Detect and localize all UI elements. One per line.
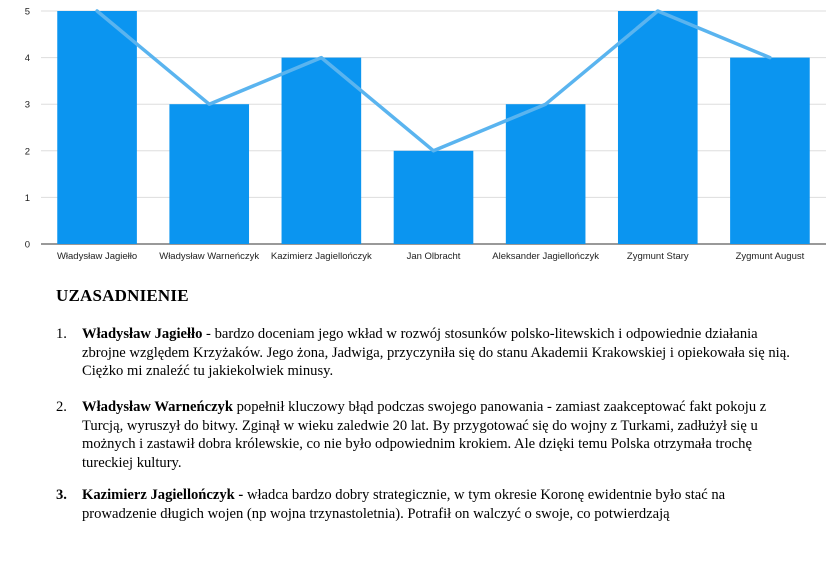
x-tick-label: Władysław Jagiełło (56, 251, 138, 262)
item-body (82, 398, 796, 472)
list-item (56, 398, 796, 472)
bar (169, 104, 249, 244)
x-tick-label: Jan Olbracht (406, 251, 461, 262)
y-tick-label: 5 (24, 6, 30, 18)
item-text: popełnił kluczowy błąd podczas swojego panowania - zamiast zaakceptować fakt pokoju z Turcją, wyruszył do bitwy. Zginął w wieku zaledwie 20 lat. By przygotować się do wojny z Turkami, zadłużył się u możnych i zastawił dobra królewskie, co nie było odpowiednim krokiem. Ale dzięki temu Polska otrzymała trochę tureckiej kultury. (82, 399, 767, 471)
ruler-name: Władysław Warneńczyk (82, 399, 233, 415)
bar (730, 58, 810, 244)
ruler-name: Kazimierz Jagiellończyk - (82, 487, 244, 503)
chart-canvas (0, 0, 828, 275)
x-tick-label: Władysław Warneńczyk (159, 251, 260, 262)
chart (0, 0, 828, 275)
item-number: 1. (56, 326, 67, 342)
item-number: 2. (56, 399, 67, 415)
ruler-name: Władysław Jagiełło (82, 326, 203, 342)
item-text: władca bardzo dobry strategicznie, w tym okresie Koronę ewidentnie było stać na prowadzenie długich wojen (np wojna trzynastoletnia). Potrafił on walczyć o swoje, co potwierdzają (82, 487, 726, 522)
bar (57, 11, 137, 244)
item-number: 3. (56, 487, 67, 503)
y-tick-label: 1 (24, 192, 30, 204)
bar (618, 11, 698, 244)
y-tick-label: 3 (24, 99, 30, 111)
list-item (56, 486, 796, 523)
list-item (56, 325, 796, 381)
x-tick-label: Zygmunt August (735, 251, 805, 262)
y-tick-label: 4 (24, 53, 30, 65)
bar (506, 104, 586, 244)
item-text: - bardzo doceniam jego wkład w rozwój stosunków polsko-litewskich i odpowiednie działania zbrojne względem Krzyżaków. Jego żona, Jadwiga, przyczyniła się do stanu Akademii Krakowskiej i opiekowała się nią. Ciężko mi znaleźć tu jakiekolwiek minusy. (82, 326, 790, 379)
y-tick-label: 2 (24, 146, 30, 158)
x-tick-label: Zygmunt Stary (626, 251, 689, 262)
page-heading: UZASADNIENIE (56, 286, 189, 305)
x-tick-label: Kazimierz Jagiellończyk (270, 251, 372, 262)
bar (394, 151, 474, 244)
y-tick-label: 0 (24, 239, 30, 251)
bar (282, 58, 362, 244)
item-body (82, 486, 796, 523)
item-body (82, 325, 796, 381)
x-tick-label: Aleksander Jagiellończyk (492, 251, 599, 262)
